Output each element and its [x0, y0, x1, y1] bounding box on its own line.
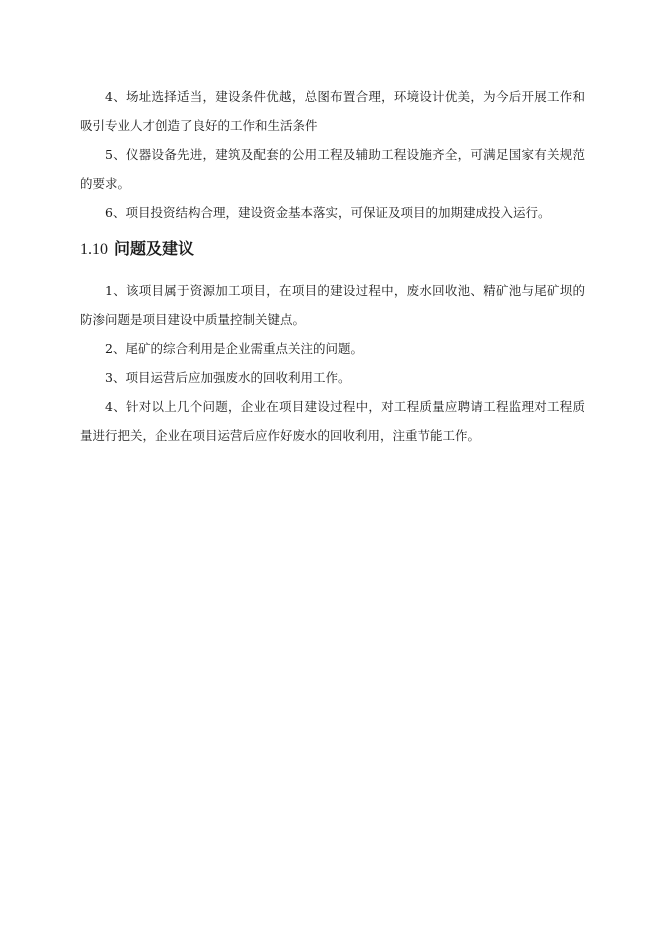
section-title: 问题及建议: [114, 239, 195, 258]
conclusion-item-4: 4、场址选择适当，建设条件优越，总图布置合理，环境设计优美，为今后开展工作和吸引专业人才创造了良好的工作和生活条件: [80, 89, 585, 133]
document-page: [80, 82, 585, 450]
section-heading: [80, 235, 585, 264]
conclusion-item-5: 5、仪器设备先进，建筑及配套的公用工程及辅助工程设施齐全，可满足国家有关规范的要求。: [80, 147, 585, 191]
suggestion-item-2: 2、尾矿的综合利用是企业需重点关注的问题。: [105, 341, 363, 356]
section-number: 1.10: [80, 241, 108, 258]
conclusion-item-6: 6、项目投资结构合理，建设资金基本落实，可保证及项目的加期建成投入运行。: [105, 205, 551, 220]
suggestion-item-1: 1、该项目属于资源加工项目，在项目的建设过程中，废水回收池、精矿池与尾矿坝的防渗问题是项目建设中质量控制关键点。: [80, 283, 585, 327]
suggestion-item-4: 4、针对以上几个问题，企业在项目建设过程中，对工程质量应聘请工程监理对工程质量进行把关，企业在项目运营后应作好废水的回收利用，注重节能工作。: [80, 399, 585, 443]
suggestion-item-3: 3、项目运营后应加强废水的回收利用工作。: [105, 370, 351, 385]
